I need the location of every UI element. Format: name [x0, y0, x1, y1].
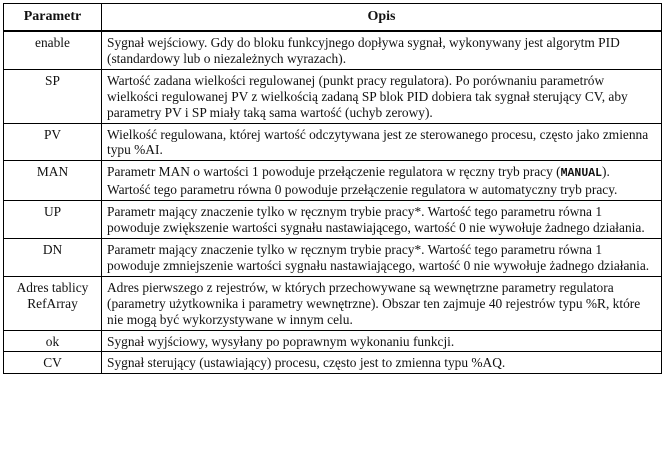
param-name: UP — [4, 201, 102, 239]
column-header-parametr: Parametr — [4, 4, 102, 32]
param-name: MAN — [4, 161, 102, 201]
param-description: Parametr mający znaczenie tylko w ręcznym trybie pracy*. Wartość tego parametru równa 1 powoduje zmniejszenie wartości sygnału nastawiającego, wartość 0 nie wywołuje żadnego działania. — [102, 238, 662, 276]
param-description: Sygnał wejściowy. Gdy do bloku funkcyjnego dopływa sygnał, wykonywany jest algorytm PID (standardowy lub o niezależnych wyrazach). — [102, 31, 662, 69]
param-name: CV — [4, 352, 102, 374]
param-description: Wielkość regulowana, której wartość odczytywana jest ze sterowanego procesu, często jako zmienna typu %AI. — [102, 123, 662, 161]
table-row — [4, 276, 662, 330]
parameter-table — [3, 3, 662, 374]
column-header-opis: Opis — [102, 4, 662, 32]
param-description — [102, 161, 662, 201]
table-row — [4, 201, 662, 239]
desc-text-b: ). Wartość tego parametru równa 0 powoduje przełączenie regulatora w automatyczny tryb pracy. — [107, 164, 618, 198]
table-row — [4, 352, 662, 374]
param-name: ok — [4, 330, 102, 352]
table-row — [4, 161, 662, 201]
manual-keyword: MANUAL — [560, 167, 603, 181]
param-name: DN — [4, 238, 102, 276]
table-row — [4, 123, 662, 161]
param-description: Sygnał wyjściowy, wysyłany po poprawnym wykonaniu funkcji. — [102, 330, 662, 352]
table-row — [4, 238, 662, 276]
table-row — [4, 31, 662, 69]
table-row — [4, 330, 662, 352]
param-name: enable — [4, 31, 102, 69]
param-description: Sygnał sterujący (ustawiający) procesu, często jest to zmienna typu %AQ. — [102, 352, 662, 374]
param-name: SP — [4, 69, 102, 123]
param-name: PV — [4, 123, 102, 161]
param-description: Wartość zadana wielkości regulowanej (punkt pracy regulatora). Po porównaniu parametrów wielkości regulowanej PV z wielkością zadaną SP blok PID dobiera tak sygnał sterujący CV, aby parametry PV i SP miały taką sama wartość (uchyb zerowy). — [102, 69, 662, 123]
param-description: Adres pierwszego z rejestrów, w których przechowywane są wewnętrzne parametry regulatora (parametry użytkownika i parametry wewnętrzne). Obszar ten zajmuje 40 rejestrów typu %R, które nie mogą być wykorzystywane w innym celu. — [102, 276, 662, 330]
table-row — [4, 69, 662, 123]
param-name: Adres tablicy RefArray — [4, 276, 102, 330]
param-description: Parametr mający znaczenie tylko w ręcznym trybie pracy*. Wartość tego parametru równa 1 powoduje zwiększenie wartości sygnału nastawiającego, wartość 0 nie wywołuje żadnego działania. — [102, 201, 662, 239]
table-header-row — [4, 4, 662, 32]
desc-text-a: Parametr MAN o wartości 1 powoduje przełączenie regulatora w ręczny tryb pracy ( — [107, 164, 561, 180]
